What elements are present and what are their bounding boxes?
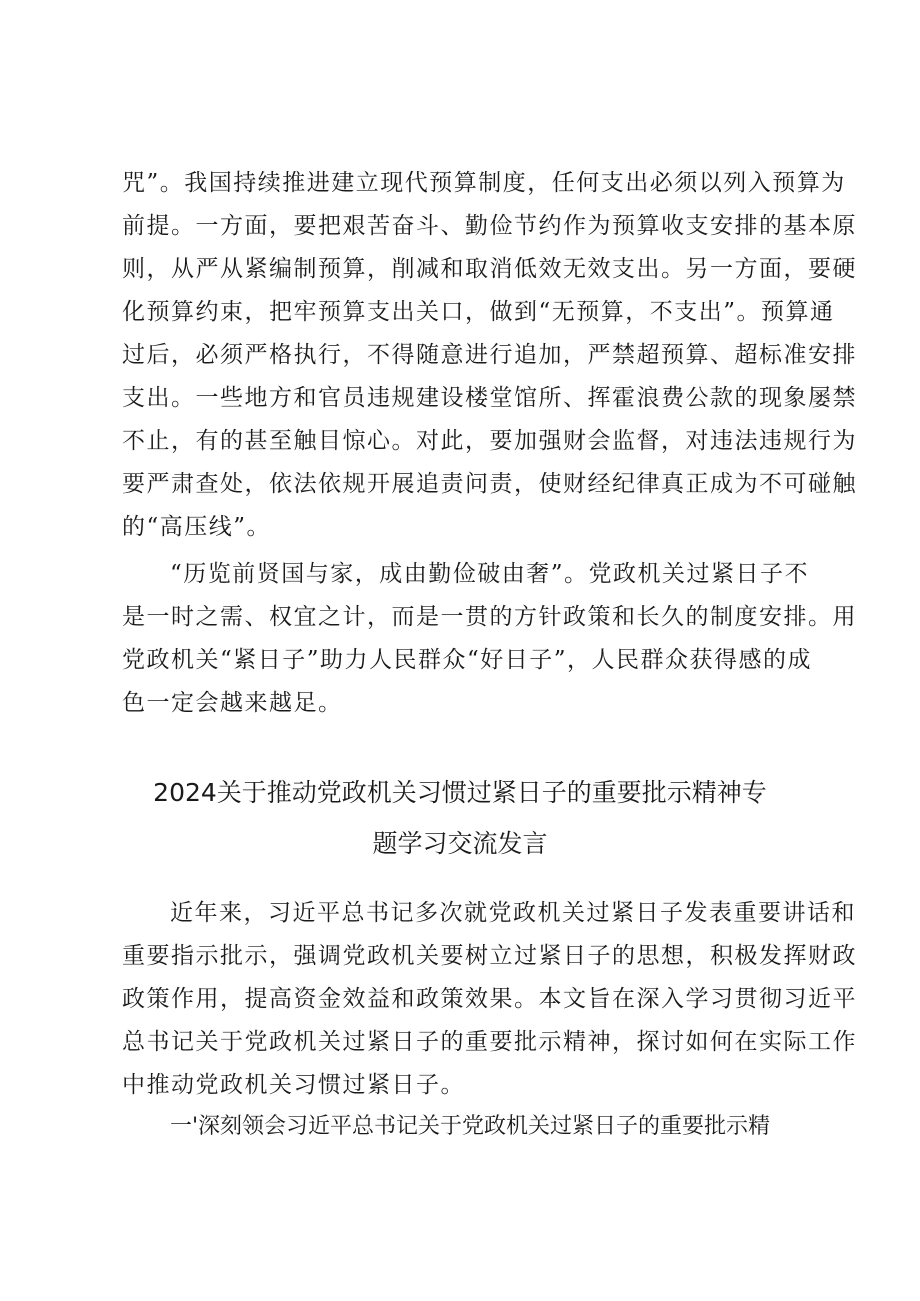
text-line: 过后，必须严格执行，不得随意进行追加，严禁超预算、超标准安排	[122, 342, 857, 368]
title-line-1: 2024关于推动党政机关习惯过紧日子的重要批示精神专	[153, 778, 767, 807]
text-line: 要严肃查处，依法依规开展追责问责，使财经纪律真正成为不可碰触	[122, 471, 857, 497]
text-line: 政策作用，提高资金效益和政策效果。本文旨在深入学习贯彻习近平	[122, 986, 857, 1012]
text-line: “历览前贤国与家，成由勤俭破由奢”。党政机关过紧日子不	[170, 561, 810, 587]
text-line: 重要指示批示，强调党政机关要树立过紧日子的思想，积极发挥财政	[122, 943, 857, 969]
text-line: 的“高压线”。	[122, 514, 272, 540]
title-line-2: 题学习交流发言	[372, 829, 548, 858]
text-line: 总书记关于党政机关过紧日子的重要批示精神，探讨如何在实际工作	[122, 1029, 857, 1055]
text-line: 不止，有的甚至触目惊心。对此，要加强财会监督，对违法违规行为	[122, 428, 857, 454]
text-line: 党政机关“紧日子”助力人民群众“好日子”，人民群众获得感的成	[122, 647, 813, 673]
text-line: 化预算约束，把牢预算支出关口，做到“无预算，不支出”。预算通	[122, 299, 835, 325]
text-line: 前提。一方面，要把艰苦奋斗、勤俭节约作为预算收支安排的基本原	[122, 213, 857, 239]
text-line: 是一时之需、权宜之计，而是一贯的方针政策和长久的制度安排。用	[122, 604, 857, 630]
text-line: 则，从严从紧编制预算，削减和取消低效无效支出。另一方面，要硬	[122, 256, 857, 282]
section-heading: 一'深刻领会习近平总书记关于党政机关过紧日子的重要批示精	[170, 1114, 771, 1139]
text-line: 咒”。我国持续推进建立现代预算制度，任何支出必须以列入预算为	[122, 170, 846, 196]
text-line: 支出。一些地方和官员违规建设楼堂馆所、挥霍浪费公款的现象屡禁	[122, 385, 857, 411]
text-line: 中推动党政机关习惯过紧日子。	[122, 1072, 465, 1098]
text-line: 近年来，习近平总书记多次就党政机关过紧日子发表重要讲话和	[170, 900, 856, 926]
text-line: 色一定会越来越足。	[122, 690, 343, 716]
